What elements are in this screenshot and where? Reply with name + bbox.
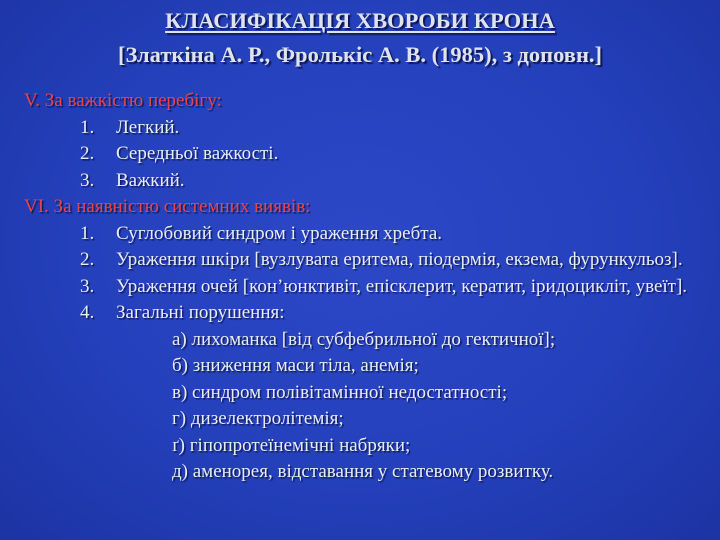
title-line-2: [Златкіна А. Р., Фролькіс А. В. (1985), з доповн.]	[117, 42, 603, 67]
item-number: 2.	[80, 249, 95, 270]
item-number: 3.	[80, 275, 95, 297]
item-text: Середньої важкості.	[116, 143, 279, 164]
list-item	[24, 300, 690, 327]
sub-item: д) аменорея, відставання у статевому розвитку.	[172, 461, 554, 482]
item-text: Загальні порушення:	[116, 302, 285, 323]
section-heading-systemic: VI. За наявністю системних виявів:	[24, 196, 311, 217]
section-heading-severity: V. За важкістю перебігу:	[24, 90, 222, 111]
sub-item: б) зниження маси тіла, анемія;	[172, 355, 419, 376]
list-item	[24, 141, 690, 168]
sub-item: в) синдром полівітамінної недостатності;	[172, 381, 508, 403]
list-item	[24, 274, 690, 301]
sub-item: ґ) гіпопротеїнемічні набряки;	[172, 434, 411, 456]
item-number: 1.	[80, 116, 95, 138]
sub-item: а) лихоманка [від субфебрильної до гектичної];	[172, 328, 556, 350]
list-item	[24, 115, 690, 142]
item-number: 2.	[80, 143, 95, 164]
item-text: Суглобовий синдром і ураження хребта.	[116, 222, 442, 244]
sub-item: г) дизелектролітемія;	[172, 408, 344, 429]
item-text: Ураження очей [кон’юнктивіт, епісклерит, кератит, іридоцикліт, увеїт].	[116, 275, 688, 297]
list-item	[24, 221, 690, 248]
item-text: Легкий.	[116, 116, 180, 138]
slide-content	[24, 88, 690, 486]
slide-title	[0, 4, 720, 72]
item-number: 4.	[80, 302, 95, 323]
title-line-1: КЛАСИФІКАЦІЯ ХВОРОБИ КРОНА	[165, 8, 555, 33]
item-number: 3.	[80, 169, 95, 191]
item-text: Важкий.	[116, 169, 185, 191]
list-item	[24, 168, 690, 195]
item-text: Ураження шкіри [вузлувата еритема, піодермія, екзема, фурункульоз].	[116, 249, 683, 270]
list-item	[24, 247, 690, 274]
item-number: 1.	[80, 222, 95, 244]
